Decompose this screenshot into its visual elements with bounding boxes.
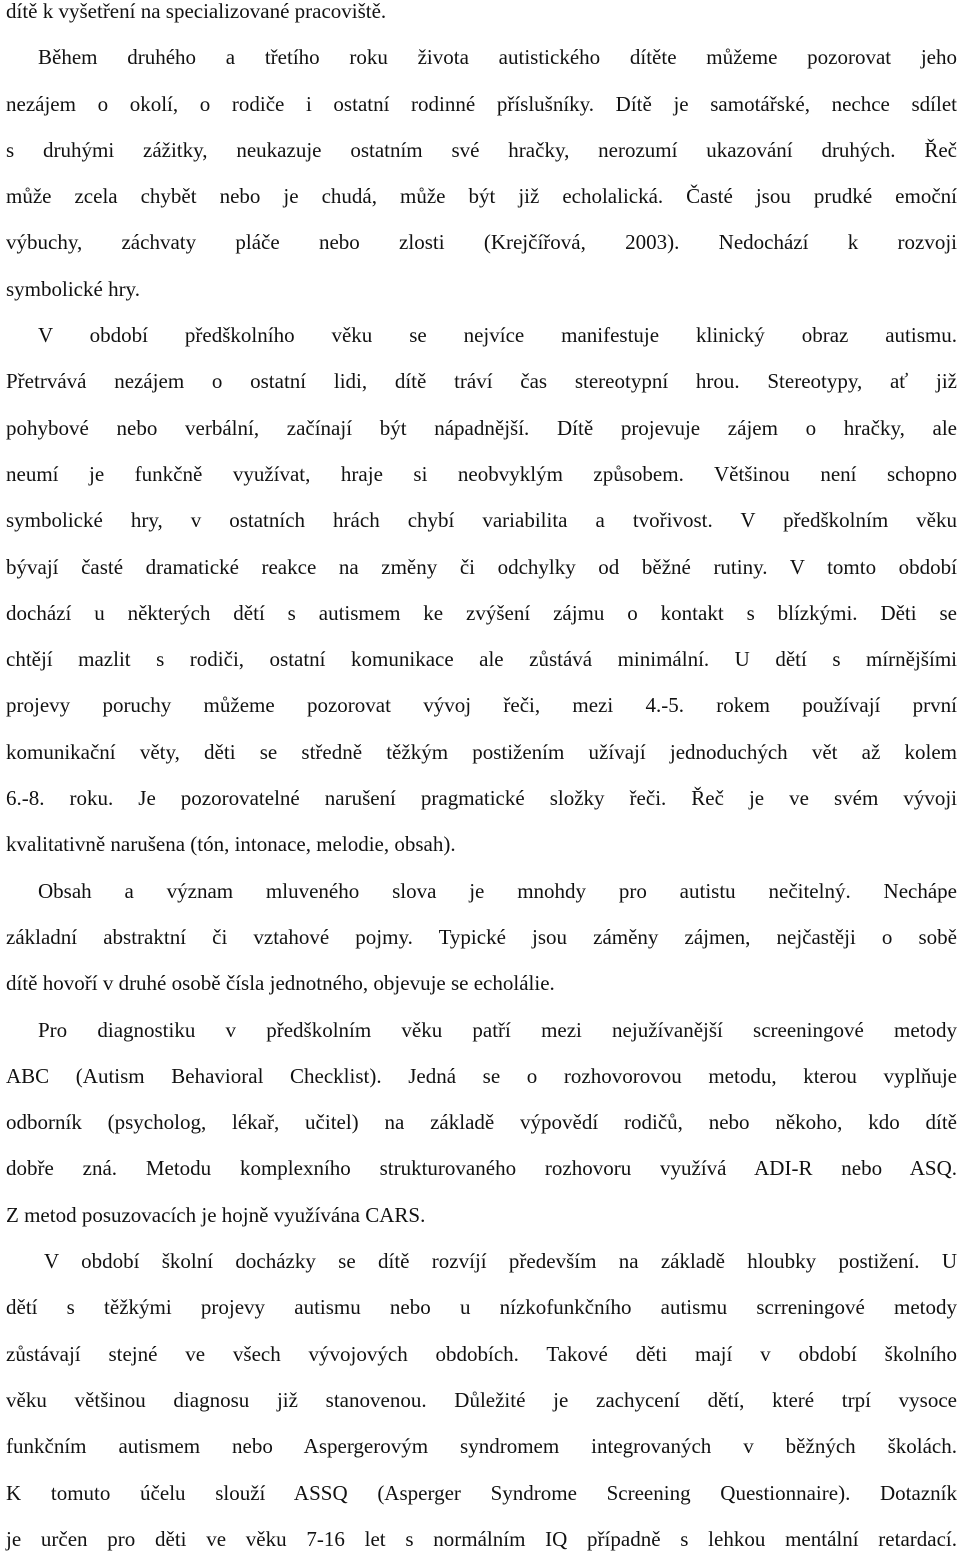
text-line: Obsah a význam mluveného slova je mnohdy pro autistu nečitelný. Nechápe bbox=[38, 878, 957, 903]
text-line: výbuchy, záchvaty pláče nebo zlosti (Krejčířová, 2003). Nedochází k rozvoji bbox=[6, 230, 957, 255]
text-line: neumí je funkčně využívat, hraje si neobvyklým způsobem. Většinou není schopno bbox=[6, 461, 957, 486]
text-line: nezájem o okolí, o rodiče i ostatní rodinné příslušníky. Dítě je samotářské, nechce sdílet bbox=[6, 91, 957, 116]
text-line: kvalitativně narušena (tón, intonace, melodie, obsah). bbox=[6, 832, 456, 857]
text-line: bývají časté dramatické reakce na změny či odchylky od běžné rutiny. V tomto období bbox=[6, 554, 957, 579]
text-line: dobře zná. Metodu komplexního strukturovaného rozhovoru využívá ADI-R nebo ASQ. bbox=[6, 1156, 957, 1181]
text-line: s druhými zážitky, neukazuje ostatním své hračky, nerozumí ukazování druhých. Řeč bbox=[6, 137, 957, 162]
text-line: Přetrvává nezájem o ostatní lidi, dítě tráví čas stereotypní hrou. Stereotypy, ať již bbox=[6, 369, 957, 394]
text-line: dítě k vyšetření na specializované pracoviště. bbox=[6, 0, 387, 23]
text-line: komunikační věty, děti se středně těžkým postižením užívají jednoduchých vět až kolem bbox=[6, 739, 957, 764]
text-line: V období předškolního věku se nejvíce manifestuje klinický obraz autismu. bbox=[38, 323, 957, 348]
text-line: je určen pro děti ve věku 7-16 let s normálním IQ případně s lehkou mentální retardací. bbox=[6, 1526, 957, 1551]
text-line: symbolické hry, v ostatních hrách chybí variabilita a tvořivost. V předškolním věku bbox=[6, 508, 957, 533]
text-line: funkčním autismem nebo Aspergerovým syndromem integrovaných v běžných školách. bbox=[6, 1434, 957, 1459]
text-line: V období školní docházky se dítě rozvíjí především na základě hloubky postižení. U bbox=[44, 1249, 957, 1274]
text-line: projevy poruchy můžeme pozorovat vývoj řeči, mezi 4.-5. rokem používají první bbox=[6, 693, 957, 718]
text-line: ABC (Autism Behavioral Checklist). Jedná se o rozhovorovou metodu, kterou vyplňuje bbox=[6, 1063, 957, 1088]
text-line: pohybové nebo verbální, začínají být nápadnější. Dítě projevuje zájem o hračky, ale bbox=[6, 415, 957, 440]
text-line: věku většinou diagnosu již stanovenou. Důležité je zachycení dětí, které trpí vysoce bbox=[6, 1387, 957, 1412]
text-line: dítě hovoří v druhé osobě čísla jednotného, objevuje se echolálie. bbox=[6, 971, 555, 996]
text-line: dětí s těžkými projevy autismu nebo u nízkofunkčního autismu scrreningové metody bbox=[6, 1295, 957, 1320]
text-line: K tomuto účelu slouží ASSQ (Asperger Syndrome Screening Questionnaire). Dotazník bbox=[6, 1480, 957, 1505]
text-line: odborník (psycholog, lékař, učitel) na základě výpovědí rodičů, nebo někoho, kdo dítě bbox=[6, 1110, 957, 1135]
text-line: může zcela chybět nebo je chudá, může být již echolalická. Časté jsou prudké emoční bbox=[6, 184, 957, 209]
text-line: dochází u některých dětí s autismem ke zvýšení zájmu o kontakt s blízkými. Děti se bbox=[6, 600, 957, 625]
text-line: Během druhého a třetího roku života autistického dítěte můžeme pozorovat jeho bbox=[38, 45, 957, 70]
text-line: zůstávají stejné ve všech vývojových obdobích. Takové děti mají v období školního bbox=[6, 1341, 957, 1366]
document-page bbox=[6, 0, 957, 1562]
text-line: Z metod posuzovacích je hojně využívána CARS. bbox=[6, 1202, 426, 1227]
text-line: chtějí mazlit s rodiči, ostatní komunikace ale zůstává minimální. U dětí s mírnějšími bbox=[6, 647, 957, 672]
text-line: 6.-8. roku. Je pozorovatelné narušení pragmatické složky řeči. Řeč je ve svém vývoji bbox=[6, 786, 957, 811]
text-line: Pro diagnostiku v předškolním věku patří mezi nejužívanější screeningové metody bbox=[38, 1017, 957, 1042]
text-line: základní abstraktní či vztahové pojmy. Typické jsou záměny zájmen, nejčastěji o sobě bbox=[6, 924, 957, 949]
text-line: symbolické hry. bbox=[6, 276, 140, 301]
